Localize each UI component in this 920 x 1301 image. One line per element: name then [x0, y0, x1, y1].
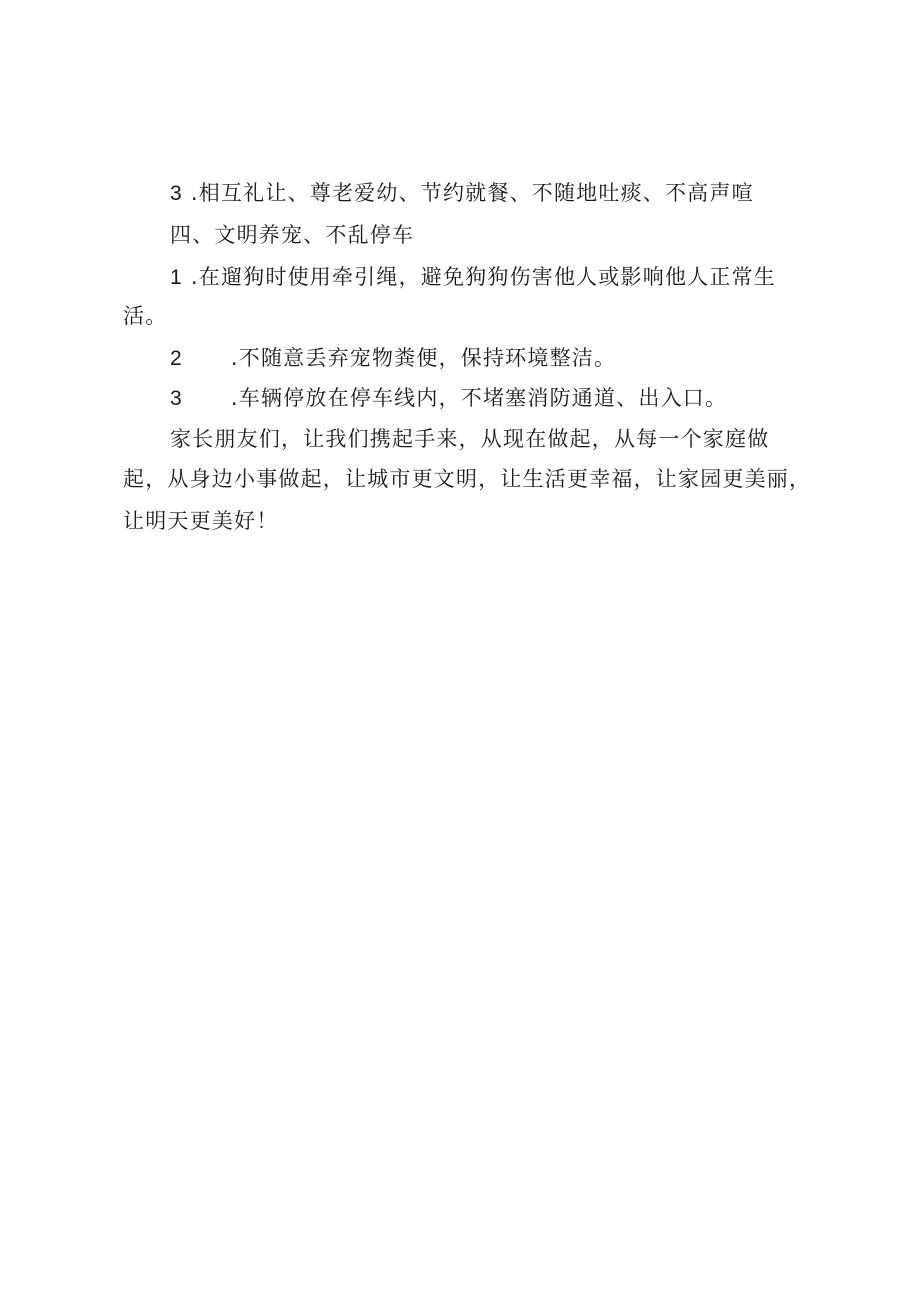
list-number: 1 [170, 266, 183, 289]
closing-paragraph-line-3: 让明天更美好！ [123, 509, 279, 533]
list-number: 2 [170, 347, 183, 370]
closing-paragraph-line-2: 起，从身边小事做起，让城市更文明，让生活更幸福，让家园更美丽， [123, 467, 812, 491]
list-item-1-continuation: 活。 [123, 304, 168, 328]
list-item-3-parking [170, 383, 727, 414]
list-item-1-leash [170, 262, 776, 293]
list-item-3-courtesy [170, 178, 754, 209]
list-text: .在遛狗时使用牵引绳，避免狗狗伤害他人或影响他人正常生 [190, 265, 776, 289]
list-number: 3 [170, 387, 183, 410]
section-heading-4: 四、文明养宠、不乱停车 [170, 223, 415, 247]
list-text: .相互礼让、尊老爱幼、节约就餐、不随地吐痰、不高声喧 [190, 181, 754, 205]
list-item-2-waste [170, 343, 616, 374]
list-number: 3 [170, 182, 183, 205]
list-text: .不随意丢弃宠物粪便，保持环境整洁。 [230, 346, 617, 370]
closing-paragraph-line-1: 家长朋友们，让我们携起手来，从现在做起，从每一个家庭做 [170, 427, 770, 451]
list-text: .车辆停放在停车线内，不堵塞消防通道、出入口。 [230, 386, 728, 410]
